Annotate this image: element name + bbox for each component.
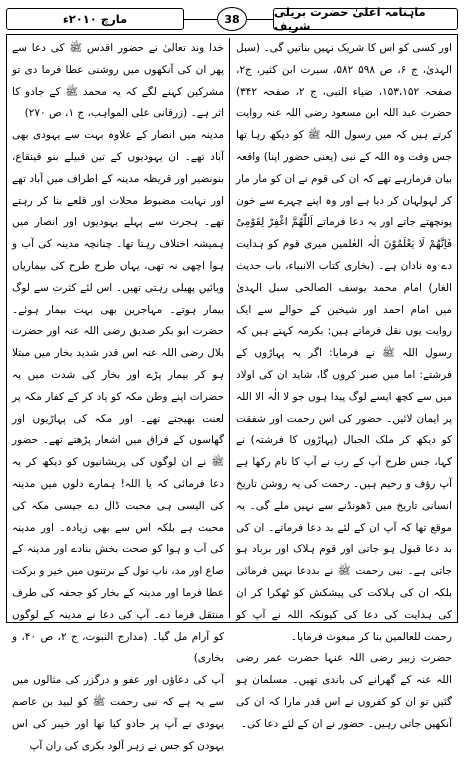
paragraph: مدینہ میں انصار کے علاوہ بہت سے یہودی بھی آباد تھے۔ ان یہودیوں کے تین قبیلے بنو قینقاع، بنونضیر اور قریظہ مدینہ کے اطراف میں آباد تھے اور نہایت مضبوط محلات اور قلعے بنا کر رہتے تھے۔ ہجرت سے پہلے یہودیوں اور انصار میں ہمیشہ اختلاف رہتا تھا۔ چنانچہ مدینہ کی آب و ہوا اچھی نہ تھی، یہاں طرح طرح کی بیماریاں وبائیں پھیلی رہتی تھیں۔ اس لئے کثرت سے لوگ بیمار ہوتے۔ مہاجرین بھی بہت بیمار ہوئے۔ حضرت ابو بکر صدیق رضی اللہ عنہ اور حضرت بلال رضی اللہ عنہ اس قدر شدید بخار میں مبتلا ہو کر بیمار پڑے اور بخار کی شدت میں یہ حضرات اپنے وطن مکہ کو یاد کر کے کفار مکہ پر لعنت بھیجتے تھے۔ اور مکہ کی پہاڑیوں اور گھاسوں کے فراق میں اشعار پڑھتے تھے۔ حضور ﷺ نے ان لوگوں کی پریشانیوں کو دیکھ کر یہ دعا فرمائی کہ یا اللہ! ہمارے دلوں میں مدینہ کی الیسی ہی محبت ڈال دے جیسی مکہ کی محبت ہے بلکہ اس سے بھی زیادہ۔ اور مدینہ کی آب و ہوا کو صحت بخش بنادے اور مدینہ کے صاع اور مد، ناپ تول کے برتنوں میں خیر و برکت عطا فرما اور مدینہ کے بخار کو جحفہ کی طرف منتقل فرما دے۔ آپ کی دعا نے مدینہ کے لوگوں کو آرام مل گیا۔ (مدارج النبوت، ج ۲، ص ۴۰، و بخاری) xyxy=(12,129,224,665)
paragraph: حضرت زبیر رضی اللہ عنہا حضرت عمر رضی اللہ عنہ کے گھرانے کی باندی تھیں۔ مسلمان ہو گئیں تو ان کو کفروں نے اس قدر مارا کہ ان کی آنکھیں جاتی رہیں۔ حضور نے ان کے لئے دعا کی۔ xyxy=(236,652,452,730)
left-column xyxy=(12,38,224,752)
issue-date: مارچ ۲۰۱۰ء xyxy=(6,8,184,30)
column-divider xyxy=(229,38,230,618)
paragraph: خدا وند تعالیٰ نے حضور اقدس ﷺ کی دعا سے پھر ان کی آنکھوں میں روشنی عطا فرما دی تو مشرکین کہنے لگے کہ یہ محمد ﷺ کے جادو کا اثر ہے۔ (زرقانی علی المواہب، ج ۱، ص ۲۷۰) xyxy=(12,42,224,120)
paragraph: آپ کی دعاؤں اور عفو و درگزر کی مثالوں میں سے یہ ہے کہ نبی رحمت ﷺ کو لبید بن عاصم یہودی نے آپ پر جادو کیا تھا اور خیبر کی اس یہودن کو جس نے زہر آلود بکری کی ران آپ xyxy=(12,674,224,752)
page-header xyxy=(6,6,458,33)
header-rule-left xyxy=(184,19,217,20)
paragraph: اور کسی کو اس کا شریک نہیں بناتیں گی۔ (سبل الہدیٰ، ج ۶، ص ۵۹۸ ۵۸۲، سیرت ابن کثیر، ج۲، صفحہ ۱۵۳،۱۵۲، ضیاء النبی، ج ۲، صفحہ ۳۴۲) حضرت عبد اللہ ابن مسعود رضی اللہ عنہ روایت کرتے ہیں کہ میں رسول اللہ ﷺ کو دیکھ رہا تھا جس وقت وہ اللہ کے نبی (یعنی حضور اپنا) واقعہ بیان فرمارہے تھے کہ ان کی قوم نے ان کو مار مار کر لہولہان کر دیا ہے اور وہ اپنے چہرے سے خون پونچھتے جاتے اور یہ دعا فرماتے اَللّٰھُمَّ اغْفِرْ لِقَوْمِیْ فَاِنَّھُمْ لَا یَعْلَمُوْنَ الٰہ العٰلمین میری قوم کو ہدایت دے وہ نادان ہے۔ (بخاری کتاب الانبیاء، باب حدیث الغار) امام محمد یوسف الصالحی سبل الہدیٰ میں امام احمد اور شیخین کے حوالے سے ایک روایت یوں نقل فرماتے ہیں: بکرمہ کہتے ہیں کہ رسول اللہ ﷺ نے فرمایا: اگر یہ پہاڑوں کے فرشتے: اما میں صبر کروں گا، شاید ان کی اولاد میں سے کچھ ایسے لوگ پیدا ہوں جو لا الٰہ الا اللہ پر ایمان لائیں۔ حضور کی اس رحمت اور شفقت کو دیکھ کر ملک الجبال (پہاڑوں کا فرشتہ) نے کہا، جس طرح آپ کے رب نے آپ کا نام رکھا ہے آپ رؤف و رحیم ہیں۔ رحمت کی یہ روشن تاریخ انسانی تاریخ میں ڈھونڈنے سے نہیں ملے گی۔ یہ موقع تھا کہ آپ ان کے لئے بد دعا فرماتے۔ ان کی بد دعا قبول ہو جاتی اور قوم ہلاک اور برباد ہو جاتی ہے۔ نبی رحمت ﷺ نے بددعا نہیں فرمائی بلکہ ان کی ہلاکت کی پیشکش کو ٹھکرا کر ان کی ہدایت کی دعا کی کیونکہ اللہ نے آپ کو رحمت للعالمین بنا کر مبعوث فرمایا۔ xyxy=(236,42,453,643)
header-rule-right xyxy=(247,19,273,20)
magazine-title: ماہنامہ اعلیٰ حضرت بریلی شریف xyxy=(273,8,458,30)
page-number: 38 xyxy=(217,7,247,31)
right-column xyxy=(236,38,453,730)
